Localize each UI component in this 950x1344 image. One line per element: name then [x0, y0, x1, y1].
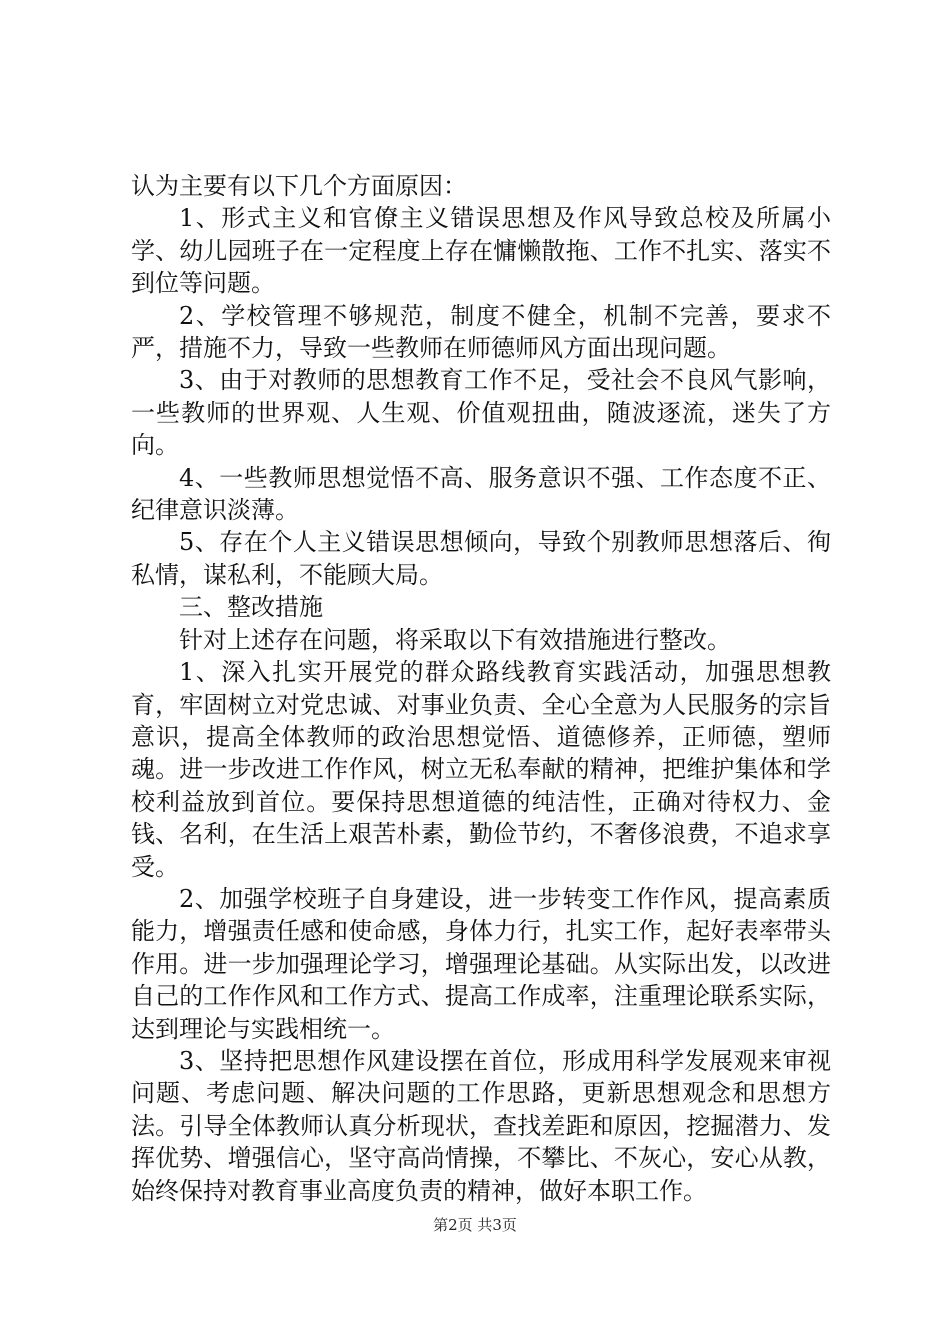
paragraph-cause-2: 2、学校管理不够规范，制度不健全，机制不完善，要求不严，措施不力，导致一些教师在师德师风方面出现问题。: [131, 301, 831, 363]
paragraph-cause-1: 1、形式主义和官僚主义错误思想及作风导致总校及所属小学、幼儿园班子在一定程度上存在慵懒散拖、工作不扎实、落实不到位等问题。: [131, 204, 831, 298]
paragraph-cause-3: 3、由于对教师的思想教育工作不足，受社会不良风气影响，一些教师的世界观、人生观、价值观扭曲，随波逐流，迷失了方向。: [131, 366, 831, 460]
paragraph-cause-4: 4、一些教师思想觉悟不高、服务意识不强、工作态度不正、纪律意识淡薄。: [131, 463, 831, 525]
paragraph-measure-3: 3、坚持把思想作风建设摆在首位，形成用科学发展观来审视问题、考虑问题、解决问题的工作思路，更新思想观念和思想方法。引导全体教师认真分析现状，查找差距和原因，挖掘潜力、发挥优势、增强信心，坚守高尚情操，不攀比、不灰心，安心从教，始终保持对教育事业高度负责的精神，做好本职工作。: [131, 1046, 831, 1205]
paragraph-measure-1: 1、深入扎实开展党的群众路线教育实践活动，加强思想教育，牢固树立对党忠诚、对事业负责、全心全意为人民服务的宗旨意识，提高全体教师的政治思想觉悟、道德修养，正师德，塑师魂。进一步改进工作作风，树立无私奉献的精神，把维护集体和学校利益放到首位。要保持思想道德的纯洁性，正确对待权力、金钱、名利，在生活上艰苦朴素，勤俭节约，不奢侈浪费，不追求享受。: [131, 658, 831, 881]
paragraph-measure-2: 2、加强学校班子自身建设，进一步转变工作作风，提高素质能力，增强责任感和使命感，身体力行，扎实工作，起好表率带头作用。进一步加强理论学习，增强理论基础。从实际出发，以改进自己的工作作风和工作方式、提高工作成率，注重理论联系实际，达到理论与实践相统一。: [131, 884, 831, 1043]
paragraph-intro: 认为主要有以下几个方面原因：: [131, 172, 467, 200]
paragraph-measures-intro: 针对上述存在问题，将采取以下有效措施进行整改。: [179, 625, 731, 654]
page-footer: 第2页 共3页: [433, 1216, 517, 1234]
section-heading-measures: 三、整改措施: [179, 593, 323, 622]
document-body: [131, 170, 831, 1207]
paragraph-cause-5: 5、存在个人主义错误思想倾向，导致个别教师思想落后、徇私情，谋私利，不能顾大局。: [131, 528, 831, 589]
